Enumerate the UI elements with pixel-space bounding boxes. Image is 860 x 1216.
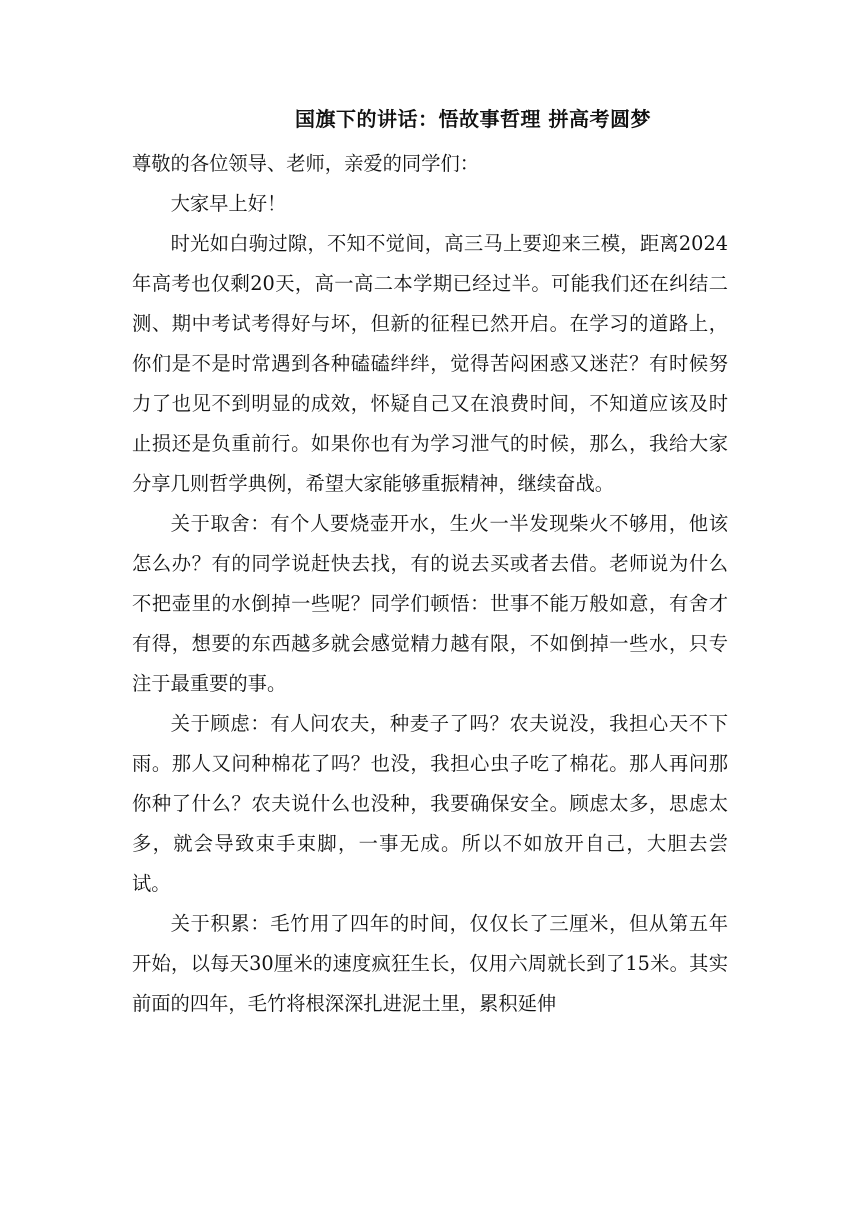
document-title: 国旗下的讲话：悟故事哲理 拼高考圆梦 (295, 107, 651, 131)
intro-paragraph: 时光如白驹过隙，不知不觉间，高三马上要迎来三模，距离2024年高考也仅剩20天，高一高二本学期已经过半。可能我们还在纠结二测、期中考试考得好与坏，但新的征程已然开启。在学习的道路上，你们是不是时常遇到各种磕磕绊绊，觉得苦闷困惑又迷茫？有时候努力了也见不到明显的成效，怀疑自己又在浪费时间，不知道应该及时止损还是负重前行。如果你也有为学习泄气的时候，那么，我给大家分享几则哲学典例，希望大家能够重振精神，继续奋战。 (132, 232, 728, 495)
salutation-paragraph: 尊敬的各位领导、老师，亲爱的同学们： (132, 152, 480, 175)
document-body (132, 144, 728, 1024)
accumulation-paragraph: 关于积累：毛竹用了四年的时间，仅仅长了三厘米，但从第五年开始，以每天30厘米的速度疯狂生长，仅用六周就长到了15米。其实前面的四年，毛竹将根深深扎进泥土里，累积延伸 (132, 912, 728, 1015)
worry-paragraph: 关于顾虑：有人问农夫，种麦子了吗？农夫说没，我担心天不下雨。那人又问种棉花了吗？也没，我担心虫子吃了棉花。那人再问那你种了什么？农夫说什么也没种，我要确保安全。顾虑太多，思虑太多，就会导致束手束脚，一事无成。所以不如放开自己，大胆去尝试。 (132, 712, 728, 895)
choice-paragraph: 关于取舍：有个人要烧壶开水，生火一半发现柴火不够用，他该怎么办？有的同学说赶快去找，有的说去买或者去借。老师说为什么不把壶里的水倒掉一些呢？同学们顿悟：世事不能万般如意，有舍才有得，想要的东西越多就会感觉精力越有限，不如倒掉一些水，只专注于最重要的事。 (132, 512, 728, 695)
greeting-paragraph: 大家早上好！ (170, 192, 287, 215)
